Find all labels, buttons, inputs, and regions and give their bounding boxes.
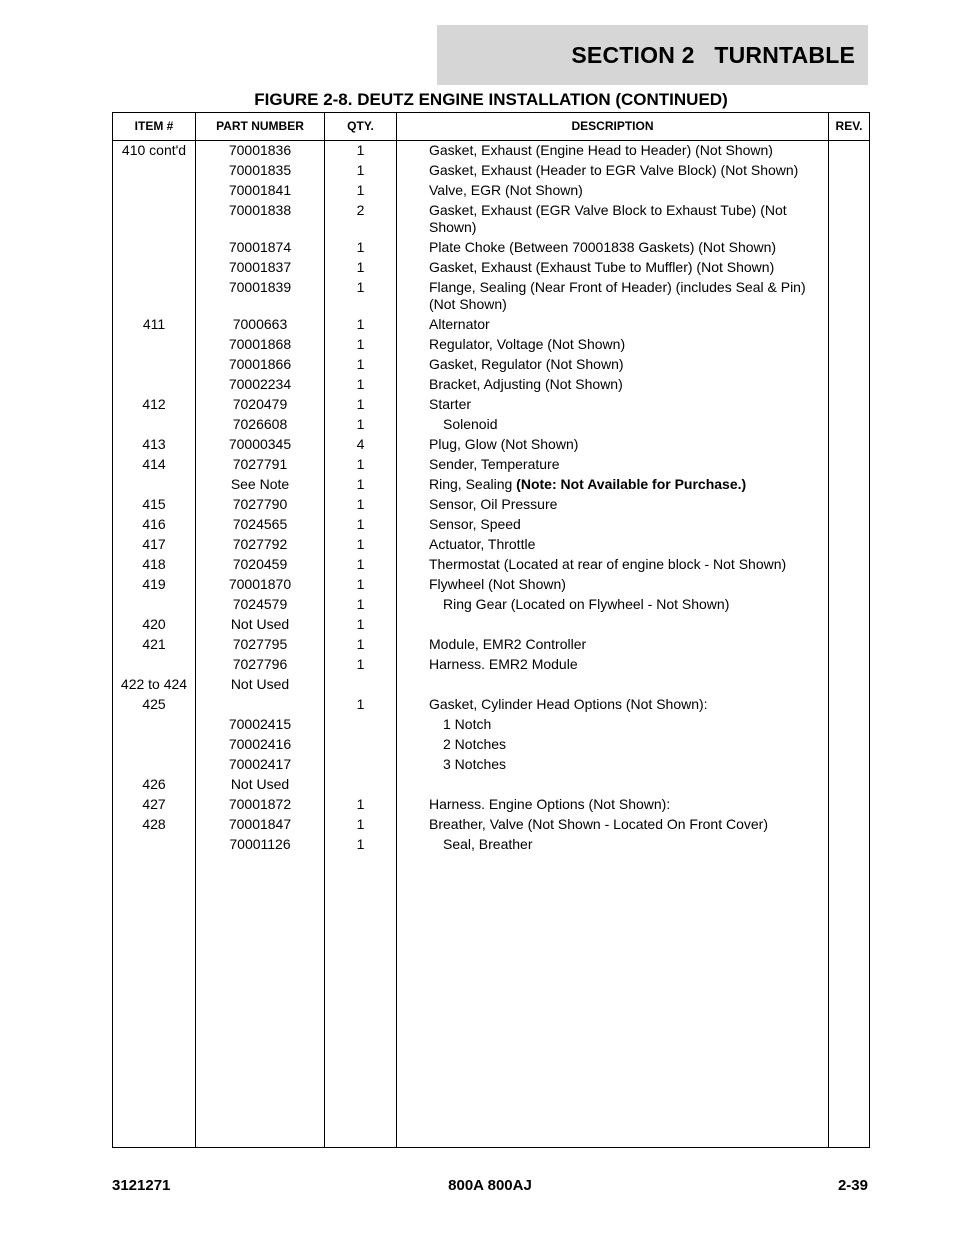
table-row	[113, 375, 869, 395]
description	[429, 816, 819, 833]
table-row	[113, 161, 869, 181]
description-text: Breather, Valve (Not Shown - Located On Front Cover)	[429, 816, 769, 832]
description	[429, 656, 819, 673]
quantity: 1	[356, 556, 365, 572]
description-text: Starter	[429, 396, 472, 412]
description-text: Actuator, Throttle	[429, 536, 536, 552]
description	[429, 756, 819, 773]
description	[429, 696, 819, 713]
table-row	[113, 835, 869, 855]
description	[429, 556, 819, 573]
part-number: 70001847	[228, 816, 292, 832]
description	[429, 436, 819, 453]
header-qty: QTY.	[347, 119, 374, 133]
part-number: 70002415	[228, 716, 292, 732]
item-number: 411	[142, 316, 166, 332]
item-number: 428	[142, 816, 166, 832]
table-row	[113, 675, 869, 695]
part-number: 70002416	[228, 736, 292, 752]
item-number: 419	[142, 576, 166, 592]
table-row	[113, 755, 869, 775]
description	[429, 356, 819, 373]
description	[429, 376, 819, 393]
quantity: 1	[356, 376, 365, 392]
quantity: 1	[356, 816, 365, 832]
description	[429, 142, 819, 159]
part-number: 7020459	[232, 556, 288, 572]
description-text: Module, EMR2 Controller	[429, 636, 587, 652]
table-row	[113, 435, 869, 455]
description	[429, 796, 819, 813]
part-number: 70001868	[228, 336, 292, 352]
part-number: 7027795	[232, 636, 288, 652]
part-number: 70001870	[228, 576, 292, 592]
table-row	[113, 695, 869, 715]
quantity: 1	[356, 796, 365, 812]
description	[429, 536, 819, 553]
table-row	[113, 795, 869, 815]
header-rev: REV.	[835, 119, 863, 133]
description-text: Sensor, Oil Pressure	[429, 496, 558, 512]
header-description: DESCRIPTION	[571, 119, 654, 133]
quantity: 1	[356, 182, 365, 198]
footer-doc-number: 3121271	[112, 1177, 171, 1194]
part-number: 70001837	[228, 259, 292, 275]
part-number: 7027792	[232, 536, 288, 552]
item-number: 425	[142, 696, 166, 712]
description-text: Ring, Sealing	[429, 476, 517, 492]
part-number: 70001838	[228, 202, 292, 218]
description-text: Plate Choke (Between 70001838 Gaskets) (Not Shown)	[429, 239, 777, 255]
description	[429, 396, 819, 413]
part-number: 7027790	[232, 496, 288, 512]
description	[429, 676, 819, 693]
description	[429, 162, 819, 179]
table-row	[113, 455, 869, 475]
description-text: Sender, Temperature	[429, 456, 560, 472]
description-text: Gasket, Cylinder Head Options (Not Shown):	[429, 696, 708, 712]
quantity: 1	[356, 516, 365, 532]
description-text: Gasket, Regulator (Not Shown)	[429, 356, 624, 372]
description	[429, 716, 819, 733]
item-number: 427	[142, 796, 166, 812]
part-number: See Note	[230, 476, 290, 492]
item-number: 421	[142, 636, 166, 652]
part-number: 7000663	[232, 316, 288, 332]
table-row	[113, 575, 869, 595]
part-number: 70002234	[228, 376, 292, 392]
description-text: 3 Notches	[443, 756, 507, 772]
table-row	[113, 595, 869, 615]
figure-title: FIGURE 2-8. DEUTZ ENGINE INSTALLATION (CONTINUED)	[254, 90, 728, 109]
description	[429, 776, 819, 793]
part-number: Not Used	[230, 776, 290, 792]
table-row	[113, 238, 869, 258]
quantity: 1	[356, 576, 365, 592]
header-part-number: PART NUMBER	[216, 119, 304, 133]
table-body	[113, 141, 869, 855]
quantity: 1	[356, 616, 365, 632]
description	[429, 736, 819, 753]
header-item: ITEM #	[134, 119, 174, 133]
description-text: Gasket, Exhaust (Exhaust Tube to Muffler) (Not Shown)	[429, 259, 775, 275]
table-row	[113, 141, 869, 161]
table-row	[113, 315, 869, 335]
description-text: Thermostat (Located at rear of engine block - Not Shown)	[429, 556, 787, 572]
item-number: 412	[142, 396, 166, 412]
part-number: 7024565	[232, 516, 288, 532]
section-header	[437, 25, 868, 85]
description-text: Plug, Glow (Not Shown)	[429, 436, 579, 452]
table-row	[113, 715, 869, 735]
section-title: SECTION 2 TURNTABLE	[571, 42, 855, 68]
description-text: 2 Notches	[443, 736, 507, 752]
item-number: 418	[142, 556, 166, 572]
table-row	[113, 815, 869, 835]
quantity: 1	[356, 656, 365, 672]
description	[429, 259, 819, 276]
quantity: 1	[356, 396, 365, 412]
description	[429, 576, 819, 593]
description-text: Sensor, Speed	[429, 516, 521, 532]
description	[429, 496, 819, 513]
item-number: 417	[142, 536, 166, 552]
item-number: 415	[142, 496, 166, 512]
part-number: 70001839	[228, 279, 292, 295]
parts-table	[112, 112, 870, 1148]
table-row	[113, 515, 869, 535]
description	[429, 516, 819, 533]
description-text: Solenoid	[443, 416, 498, 432]
description-text: 1 Notch	[443, 716, 492, 732]
description-text: Gasket, Exhaust (Header to EGR Valve Block) (Not Shown)	[429, 162, 799, 178]
description-text: Flange, Sealing (Near Front of Header) (includes Seal & Pin) (Not Shown)	[429, 279, 806, 312]
quantity: 2	[356, 202, 365, 218]
part-number: 70001836	[228, 142, 292, 158]
part-number: 7027791	[232, 456, 288, 472]
quantity: 1	[356, 239, 365, 255]
quantity: 1	[356, 476, 365, 492]
quantity: 1	[356, 279, 365, 295]
footer-model: 800A 800AJ	[448, 1177, 532, 1194]
table-row	[113, 635, 869, 655]
part-number: 70001126	[229, 836, 291, 852]
table-row	[113, 201, 869, 238]
quantity: 1	[356, 336, 365, 352]
description	[429, 202, 819, 236]
description-text: Flywheel (Not Shown)	[429, 576, 566, 592]
quantity: 1	[356, 536, 365, 552]
description	[429, 182, 819, 199]
quantity: 1	[356, 356, 365, 372]
part-number: 7026608	[232, 416, 288, 432]
table-row	[113, 258, 869, 278]
item-number: 426	[142, 776, 166, 792]
description-text: Valve, EGR (Not Shown)	[429, 182, 583, 198]
description	[429, 836, 819, 853]
quantity: 1	[356, 696, 365, 712]
table-row	[113, 335, 869, 355]
description	[429, 616, 819, 633]
part-number: 7020479	[232, 396, 288, 412]
description	[429, 279, 819, 313]
table-row	[113, 181, 869, 201]
description-text: Alternator	[429, 316, 490, 332]
part-number: 70000345	[228, 436, 292, 452]
description-text: Harness. Engine Options (Not Shown):	[429, 796, 671, 812]
quantity: 1	[356, 142, 365, 158]
description	[429, 476, 819, 493]
quantity: 1	[356, 162, 365, 178]
quantity: 1	[356, 259, 365, 275]
part-number: 70001872	[228, 796, 292, 812]
table-row	[113, 495, 869, 515]
quantity: 1	[356, 496, 365, 512]
description-text: Ring Gear (Located on Flywheel - Not Shown)	[443, 596, 730, 612]
description-text: Bracket, Adjusting (Not Shown)	[429, 376, 623, 392]
table-row	[113, 655, 869, 675]
table-row	[113, 775, 869, 795]
quantity: 1	[356, 316, 365, 332]
description	[429, 596, 819, 613]
table-row	[113, 555, 869, 575]
item-number: 414	[142, 456, 166, 472]
part-number: 7024579	[232, 596, 288, 612]
table-row	[113, 415, 869, 435]
quantity: 1	[356, 636, 365, 652]
part-number: 70001874	[228, 239, 292, 255]
description-note: (Note: Not Available for Purchase.)	[516, 476, 747, 492]
part-number: 70001841	[228, 182, 292, 198]
quantity: 1	[356, 836, 365, 852]
part-number: 70001866	[228, 356, 292, 372]
description-text: Gasket, Exhaust (EGR Valve Block to Exhaust Tube) (Not Shown)	[429, 202, 787, 235]
description-text: Seal, Breather	[443, 836, 533, 852]
footer-page-number: 2-39	[837, 1177, 868, 1194]
part-number: 7027796	[232, 656, 288, 672]
table-row	[113, 278, 869, 315]
table-row	[113, 535, 869, 555]
part-number: Not Used	[230, 676, 290, 692]
description-text: Harness. EMR2 Module	[429, 656, 578, 672]
description	[429, 316, 819, 333]
item-number: 422 to 424	[120, 676, 188, 692]
table-row	[113, 615, 869, 635]
description	[429, 336, 819, 353]
description-text: Gasket, Exhaust (Engine Head to Header) (Not Shown)	[429, 142, 773, 158]
part-number: 70001835	[228, 162, 292, 178]
item-number: 416	[142, 516, 166, 532]
item-number: 410 cont'd	[121, 142, 187, 158]
description	[429, 416, 819, 433]
item-number: 413	[142, 436, 166, 452]
description	[429, 456, 819, 473]
description	[429, 239, 819, 256]
table-row	[113, 355, 869, 375]
table-row	[113, 475, 869, 495]
quantity: 1	[356, 456, 365, 472]
quantity: 1	[356, 416, 365, 432]
table-row	[113, 395, 869, 415]
table-row	[113, 735, 869, 755]
quantity: 4	[356, 436, 365, 452]
item-number: 420	[142, 616, 166, 632]
quantity: 1	[356, 596, 365, 612]
part-number: Not Used	[230, 616, 290, 632]
part-number: 70002417	[228, 756, 292, 772]
description	[429, 636, 819, 653]
description-text: Regulator, Voltage (Not Shown)	[429, 336, 626, 352]
